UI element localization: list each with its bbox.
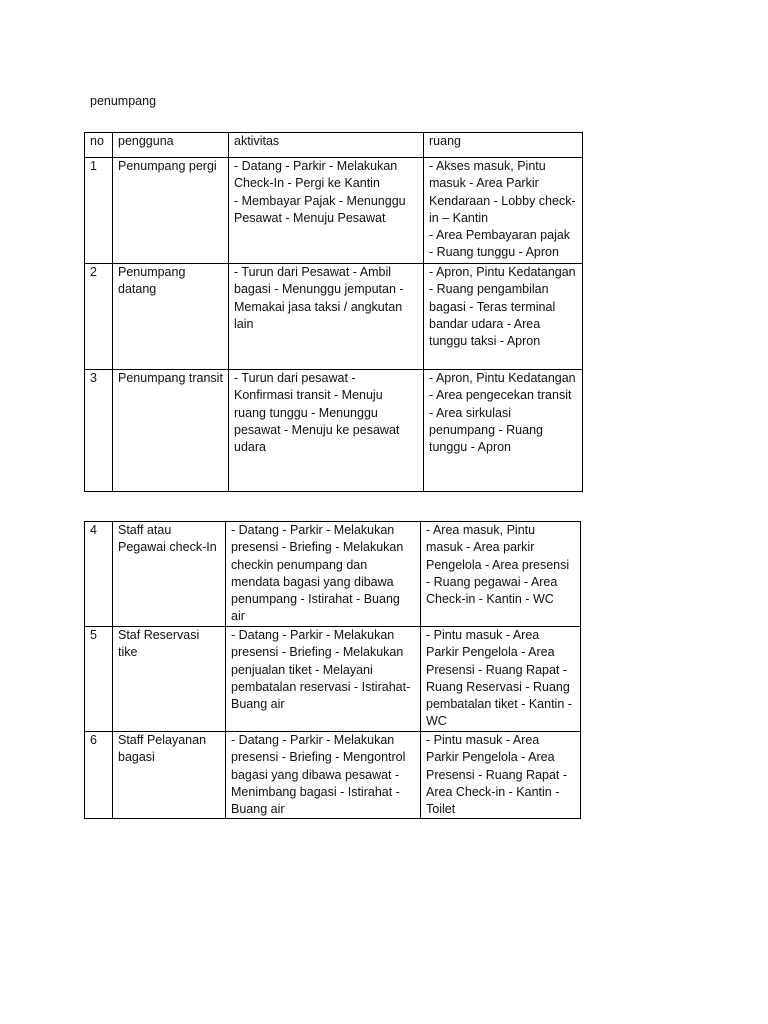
- row-ruang: - Pintu masuk - Area Parkir Pengelola - Area Presensi - Ruang Rapat - Area Check-in - Kantin - Toilet: [421, 732, 581, 819]
- table-row: [85, 264, 583, 370]
- header-no: no: [85, 133, 113, 158]
- row-pengguna: Penumpang transit: [113, 370, 229, 492]
- row-no: 3: [85, 370, 113, 492]
- passenger-activity-table: [84, 132, 583, 492]
- page-heading: penumpang: [90, 94, 157, 108]
- row-no: 4: [85, 522, 113, 627]
- row-ruang: - Apron, Pintu Kedatangan - Area pengecekan transit - Area sirkulasi penumpang - Ruang tunggu - Apron: [424, 370, 583, 492]
- row-ruang: - Pintu masuk - Area Parkir Pengelola - Area Presensi - Ruang Rapat - Ruang Reservasi - Ruang pembatalan tiket - Kantin - WC: [421, 627, 581, 732]
- table-row: [85, 370, 583, 492]
- row-ruang: - Apron, Pintu Kedatangan - Ruang pengambilan bagasi - Teras terminal bandar udara - Area tunggu taksi - Apron: [424, 264, 583, 370]
- row-no: 2: [85, 264, 113, 370]
- row-pengguna: Staf Reservasi tike: [113, 627, 226, 732]
- row-aktivitas: - Datang - Parkir - Melakukan presensi - Briefing - Melakukan penjualan tiket - Melayani pembatalan reservasi - Istirahat-Buang air: [226, 627, 421, 732]
- row-pengguna: Penumpang pergi: [113, 158, 229, 264]
- row-ruang: - Area masuk, Pintu masuk - Area parkir Pengelola - Area presensi - Ruang pegawai - Area Check-in - Kantin - WC: [421, 522, 581, 627]
- row-pengguna: Staff atau Pegawai check-In: [113, 522, 226, 627]
- row-aktivitas: - Datang - Parkir - Melakukan Check-In - Pergi ke Kantin - Membayar Pajak - Menunggu Pesawat - Menuju Pesawat: [229, 158, 424, 264]
- row-aktivitas: - Datang - Parkir - Melakukan presensi - Briefing - Mengontrol bagasi yang dibawa pesawat - Menimbang bagasi - Istirahat - Buang air: [226, 732, 421, 819]
- header-pengguna: pengguna: [113, 133, 229, 158]
- staff-activity-table: [84, 521, 581, 819]
- row-aktivitas: - Turun dari pesawat - Konfirmasi transit - Menuju ruang tunggu - Menunggu pesawat - Menuju ke pesawat udara: [229, 370, 424, 492]
- row-no: 5: [85, 627, 113, 732]
- table-row: [85, 158, 583, 264]
- header-ruang: ruang: [424, 133, 583, 158]
- header-aktivitas: aktivitas: [229, 133, 424, 158]
- row-pengguna: Penumpang datang: [113, 264, 229, 370]
- row-no: 6: [85, 732, 113, 819]
- row-aktivitas: - Datang - Parkir - Melakukan presensi - Briefing - Melakukan checkin penumpang dan mendata bagasi yang dibawa penumpang - Istirahat - Buang air: [226, 522, 421, 627]
- row-no: 1: [85, 158, 113, 264]
- table-row: [85, 522, 581, 627]
- table-header-row: [85, 133, 583, 158]
- table-row: [85, 627, 581, 732]
- row-ruang: - Akses masuk, Pintu masuk - Area Parkir Kendaraan - Lobby check-in – Kantin - Area Pembayaran pajak - Ruang tunggu - Apron: [424, 158, 583, 264]
- table-row: [85, 732, 581, 819]
- row-aktivitas: - Turun dari Pesawat - Ambil bagasi - Menunggu jemputan - Memakai jasa taksi / angkutan lain: [229, 264, 424, 370]
- row-pengguna: Staff Pelayanan bagasi: [113, 732, 226, 819]
